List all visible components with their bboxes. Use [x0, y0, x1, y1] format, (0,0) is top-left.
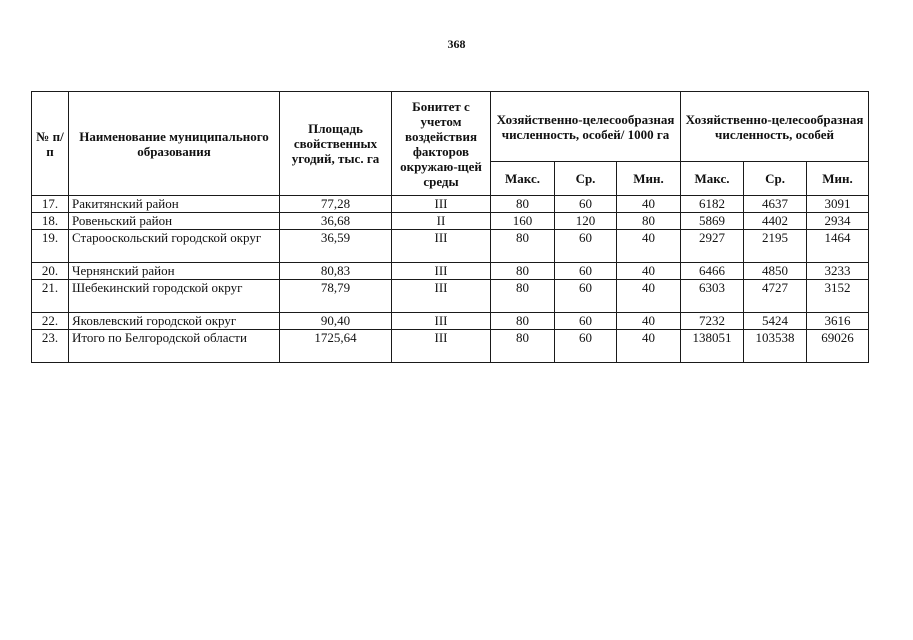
header-density-group: Хозяйственно-целесообразная численность, особей/ 1000 га	[491, 92, 681, 162]
row-count-max: 6182	[681, 196, 744, 213]
row-area: 78,79	[280, 280, 392, 313]
row-density-min: 40	[617, 330, 681, 363]
header-count-max: Макс.	[681, 162, 744, 196]
row-count-max: 2927	[681, 230, 744, 263]
row-density-min: 40	[617, 263, 681, 280]
row-area: 36,68	[280, 213, 392, 230]
row-density-avg: 60	[555, 280, 617, 313]
row-bonitet: II	[392, 213, 491, 230]
row-count-max: 6303	[681, 280, 744, 313]
row-density-max: 80	[491, 196, 555, 213]
header-name: Наименование муниципального образования	[69, 92, 280, 196]
header-count-group: Хозяйственно-целесообразная численность, особей	[681, 92, 869, 162]
row-bonitet: III	[392, 280, 491, 313]
table-body	[32, 196, 869, 363]
row-density-avg: 60	[555, 230, 617, 263]
row-density-min: 80	[617, 213, 681, 230]
row-name: Чернянский район	[69, 263, 280, 280]
row-density-max: 80	[491, 313, 555, 330]
row-density-max: 80	[491, 230, 555, 263]
row-count-min: 3233	[807, 263, 869, 280]
row-density-max: 80	[491, 263, 555, 280]
row-density-min: 40	[617, 196, 681, 213]
table-row	[32, 230, 869, 263]
row-name: Шебекинский городской округ	[69, 280, 280, 313]
row-count-min: 3152	[807, 280, 869, 313]
row-density-avg: 60	[555, 330, 617, 363]
row-area: 36,59	[280, 230, 392, 263]
row-name: Итого по Белгородской области	[69, 330, 280, 363]
row-count-min: 3091	[807, 196, 869, 213]
row-count-avg: 2195	[744, 230, 807, 263]
row-density-max: 80	[491, 330, 555, 363]
row-bonitet: III	[392, 313, 491, 330]
row-count-avg: 103538	[744, 330, 807, 363]
header-density-avg: Ср.	[555, 162, 617, 196]
row-density-max: 160	[491, 213, 555, 230]
row-count-avg: 4727	[744, 280, 807, 313]
row-count-avg: 4850	[744, 263, 807, 280]
row-bonitet: III	[392, 263, 491, 280]
row-name: Ровеньский район	[69, 213, 280, 230]
header-bonitet: Бонитет с учетом воздействия факторов окружаю-щей среды	[392, 92, 491, 196]
data-table	[31, 91, 869, 363]
row-count-avg: 4402	[744, 213, 807, 230]
row-density-max: 80	[491, 280, 555, 313]
header-row	[32, 92, 869, 162]
table-row	[32, 280, 869, 313]
header-count-min: Мин.	[807, 162, 869, 196]
row-count-max: 138051	[681, 330, 744, 363]
row-density-avg: 60	[555, 313, 617, 330]
row-num: 22.	[32, 313, 69, 330]
table-row	[32, 213, 869, 230]
row-count-min: 1464	[807, 230, 869, 263]
row-count-min: 2934	[807, 213, 869, 230]
row-num: 21.	[32, 280, 69, 313]
row-num: 20.	[32, 263, 69, 280]
row-bonitet: III	[392, 196, 491, 213]
row-name: Ракитянский район	[69, 196, 280, 213]
row-density-avg: 60	[555, 263, 617, 280]
header-density-min: Мин.	[617, 162, 681, 196]
row-num: 18.	[32, 213, 69, 230]
page-number: 368	[447, 37, 466, 51]
row-density-min: 40	[617, 230, 681, 263]
row-density-avg: 120	[555, 213, 617, 230]
table-row	[32, 196, 869, 213]
row-count-avg: 5424	[744, 313, 807, 330]
table-row-total	[32, 330, 869, 363]
header-count-avg: Ср.	[744, 162, 807, 196]
row-count-min: 69026	[807, 330, 869, 363]
header-area: Площадь свойственных угодий, тыс. га	[280, 92, 392, 196]
row-area: 77,28	[280, 196, 392, 213]
table-row	[32, 263, 869, 280]
row-bonitet: III	[392, 230, 491, 263]
row-num: 17.	[32, 196, 69, 213]
row-density-min: 40	[617, 280, 681, 313]
row-num: 19.	[32, 230, 69, 263]
row-density-avg: 60	[555, 196, 617, 213]
row-count-max: 5869	[681, 213, 744, 230]
row-bonitet: III	[392, 330, 491, 363]
row-area: 1725,64	[280, 330, 392, 363]
row-area: 80,83	[280, 263, 392, 280]
row-name: Яковлевский городской округ	[69, 313, 280, 330]
header-density-max: Макс.	[491, 162, 555, 196]
row-density-min: 40	[617, 313, 681, 330]
row-count-max: 7232	[681, 313, 744, 330]
row-num: 23.	[32, 330, 69, 363]
header-num: № п/п	[32, 92, 69, 196]
row-count-min: 3616	[807, 313, 869, 330]
row-count-max: 6466	[681, 263, 744, 280]
row-name: Старооскольский городской округ	[69, 230, 280, 263]
table-row	[32, 313, 869, 330]
row-area: 90,40	[280, 313, 392, 330]
row-count-avg: 4637	[744, 196, 807, 213]
